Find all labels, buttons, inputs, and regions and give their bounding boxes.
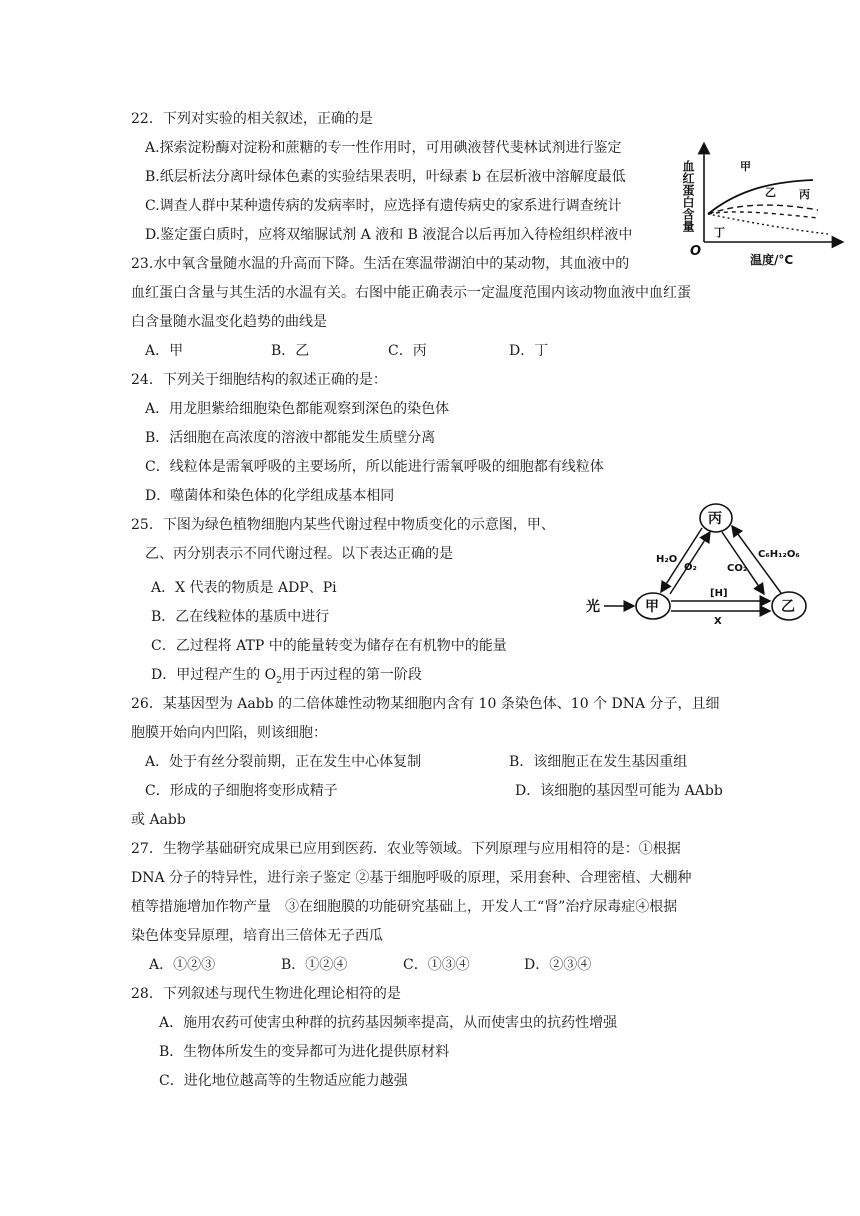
q28-option-b: B．生物体所发生的变异都可为进化提供原材料 — [159, 1044, 450, 1060]
q25-line-2: 乙、丙分别表示不同代谢过程。以下表达正确的是 — [145, 546, 453, 562]
q23-option-d: D．丁 — [509, 343, 549, 359]
q25-option-d-subscript: 2 — [276, 675, 282, 686]
q26-option-d: D．该细胞的基因型可能为 AAbb — [515, 783, 723, 799]
q24-option-c: C．线粒体是需氧呼吸的主要场所，所以能进行需氧呼吸的细胞都有线粒体 — [145, 459, 604, 475]
origin-label: O — [690, 244, 702, 259]
q26-option-d-continued: 或 Aabb — [131, 812, 186, 828]
metabolism-diagram — [586, 500, 842, 630]
q23-option-b: B．乙 — [271, 343, 310, 359]
curve-ding — [708, 214, 828, 234]
h2o-label: H₂O — [656, 554, 678, 565]
q27-option-c: C．①③④ — [403, 957, 470, 973]
curve-label-jia: 甲 — [740, 160, 751, 173]
q22-option-c: C.调查人群中某种遗传病的发病率时，应选择有遗传病史的家系进行调查统计 — [145, 198, 622, 214]
q25-line-1: 25．下图为绿色植物细胞内某些代谢过程中物质变化的示意图，甲、 — [131, 517, 555, 533]
x-axis-label: 温度/°C — [750, 253, 794, 267]
q22-option-a: A.探索淀粉酶对淀粉和蔗糖的专一性作用时，可用碘液替代斐林试剂进行鉴定 — [145, 140, 622, 156]
q25-option-a: A．X 代表的物质是 ADP、Pi — [151, 580, 337, 596]
x-label: X — [714, 616, 722, 627]
curve-jia — [708, 180, 813, 214]
q27-option-d: D．②③④ — [524, 957, 592, 973]
q25-option-d-text: D．甲过程产生的 O — [151, 667, 277, 683]
q23-option-c: C．丙 — [388, 343, 427, 359]
curve-label-bing: 丙 — [799, 188, 810, 201]
q23-option-a: A．甲 — [145, 343, 184, 359]
q28-stem: 28．下列叙述与现代生物进化理论相符的是 — [131, 986, 401, 1002]
q24-stem: 24．下列关于细胞结构的叙述正确的是： — [131, 372, 387, 388]
q26-option-b: B．该细胞正在发生基因重组 — [509, 754, 688, 770]
q23-line-3: 白含量随水温变化趋势的曲线是 — [131, 314, 327, 330]
y-axis-label: 血红蛋白含量 — [681, 160, 695, 232]
q25-option-d-text-end: 用于丙过程的第一阶段 — [281, 667, 422, 683]
q22-option-d: D.鉴定蛋白质时，应将双缩脲试剂 A 液和 B 液混合以后再加入待检组织样液中 — [145, 227, 633, 243]
q27-line-4: 染色体变异原理，培育出三倍体无子西瓜 — [131, 928, 383, 944]
q24-option-b: B．活细胞在高浓度的溶液中都能发生质壁分离 — [145, 430, 436, 446]
q24-option-d: D．噬菌体和染色体的化学组成基本相同 — [145, 488, 395, 504]
hemoglobin-temperature-figure — [678, 142, 848, 270]
light-label: 光 — [586, 599, 600, 615]
q24-option-a: A．用龙胆紫给细胞染色都能观察到深色的染色体 — [145, 401, 450, 417]
q23-line-1: 23.水中氧含量随水温的升高而下降。生活在寒温带湖泊中的某动物，其血液中的 — [131, 256, 630, 272]
q25-option-c: C．乙过程将 ATP 中的能量转变为储存在有机物中的能量 — [151, 638, 507, 654]
q28-option-a: A．施用农药可使害虫种群的抗药基因频率提高，从而使害虫的抗药性增强 — [159, 1015, 618, 1031]
q27-option-b: B．①②④ — [281, 957, 348, 973]
o2-label: O₂ — [684, 562, 697, 573]
q26-line-1: 26．某基因型为 Aabb 的二倍体雄性动物某细胞内含有 10 条染色体、10 个 DNA 分子，且细 — [131, 696, 720, 712]
node-label-jia: 甲 — [645, 599, 659, 615]
q27-line-1: 27．生物学基础研究成果已应用到医药．农业等领域。下列原理与应用相符的是：①根据 — [131, 841, 681, 857]
q26-option-c: C．形成的子细胞将变形成精子 — [145, 783, 338, 799]
q25-option-d — [151, 665, 422, 691]
node-label-yi: 乙 — [781, 599, 795, 615]
q26-option-a: A．处于有丝分裂前期，正在发生中心体复制 — [145, 754, 422, 770]
glucose-label: C₆H₁₂O₆ — [758, 549, 800, 560]
q26-line-2: 胞膜开始向内凹陷，则该细胞： — [131, 725, 327, 741]
q22-stem: 22．下列对实验的相关叙述，正确的是 — [131, 111, 373, 127]
q23-line-2: 血红蛋白含量与其生活的水温有关。右图中能正确表示一定温度范围内该动物血液中血红蛋 — [131, 285, 691, 301]
q25-option-b: B．乙在线粒体的基质中进行 — [151, 609, 330, 625]
curve-label-ding: 丁 — [714, 226, 725, 239]
node-label-bing: 丙 — [708, 511, 722, 527]
co2-label: CO₂ — [727, 563, 748, 574]
h-label: [H] — [710, 588, 728, 599]
q28-option-c: C．进化地位越高等的生物适应能力越强 — [159, 1073, 408, 1089]
q27-line-2: DNA 分子的特异性，进行亲子鉴定 ②基于细胞呼吸的原理，采用套种、合理密植、大棚种 — [131, 870, 692, 886]
q22-option-b: B.纸层析法分离叶绿体色素的实验结果表明，叶绿素 b 在层析液中溶解度最低 — [145, 169, 626, 185]
curve-label-yi: 乙 — [765, 186, 776, 199]
q27-line-3: 植等措施增加作物产量 ③在细胞膜的功能研究基础上，开发人工“肾”治疗尿毒症④根据 — [131, 899, 678, 915]
q27-option-a: A．①②③ — [149, 957, 216, 973]
